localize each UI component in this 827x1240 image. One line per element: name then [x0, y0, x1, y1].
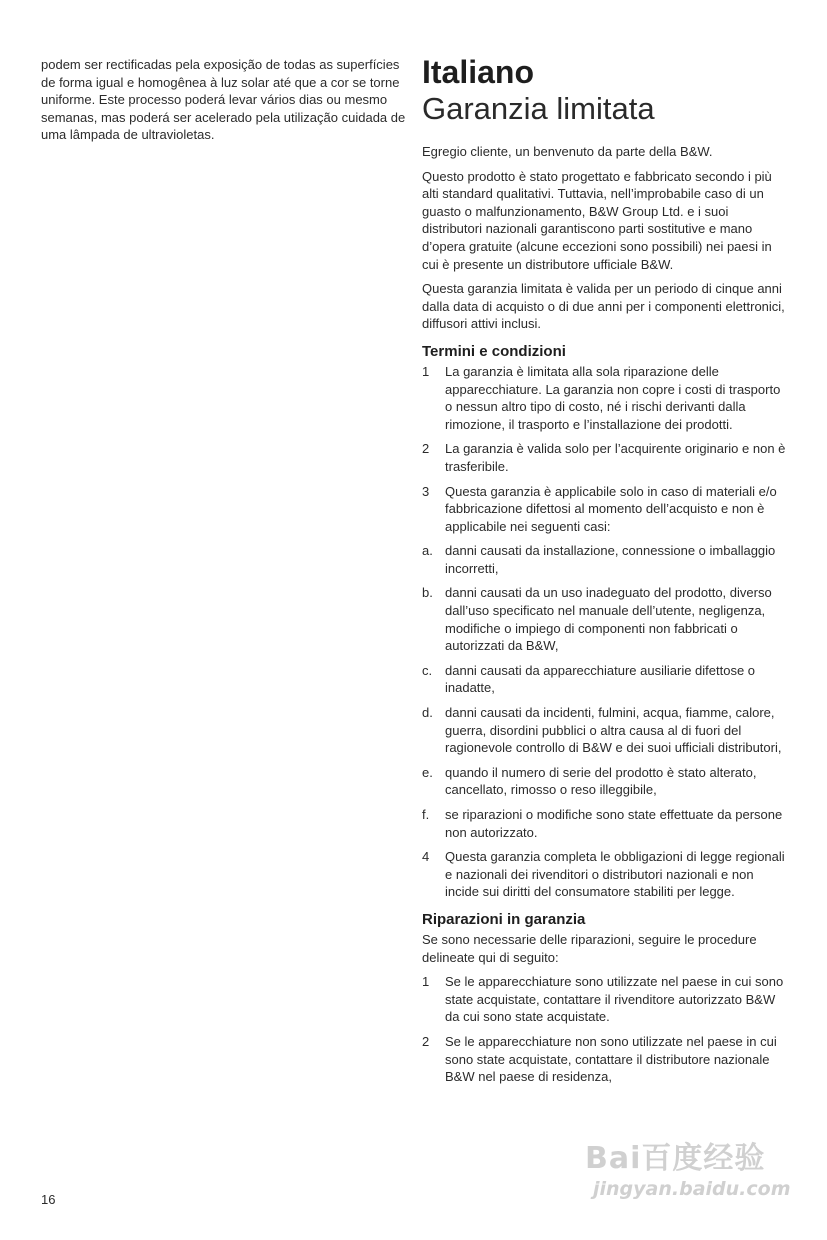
list-item-text: se riparazioni o modifiche sono state effettuate da persone non autorizzato. — [445, 807, 783, 840]
right-column — [422, 54, 790, 1093]
list-item-marker: c. — [422, 662, 433, 678]
watermark-logo — [585, 1142, 795, 1206]
repairs-intro: Se sono necessarie delle riparazioni, seguire le procedure delineate qui di seguito: — [422, 931, 757, 965]
list-item-marker: 2 — [422, 441, 430, 457]
terms-list-item — [422, 440, 790, 475]
list-item-text: danni causati da installazione, connessione o imballaggio incorretti, — [445, 543, 776, 576]
list-item-marker: 1 — [422, 363, 430, 379]
list-item-text: Se le apparecchiature non sono utilizzate nel paese in cui sono state acquistate, contattare il distributore nazionale B&W nel paese di residenza, — [445, 1033, 777, 1085]
terms-list-item — [422, 542, 790, 577]
terms-list-item — [422, 848, 790, 901]
list-item-text: danni causati da un uso inadeguato del prodotto, diverso dall’uso specificato nel manuale dell’utente, negligenza, modifiche o impiego di componenti non fabbricati o autorizzati da B&W, — [445, 585, 772, 654]
list-item-text: Se le apparecchiature sono utilizzate nel paese in cui sono state acquistate, contattare il rivenditore autorizzato B&W da cui sono state acquistate. — [445, 974, 784, 1025]
repairs-list-item — [422, 1033, 790, 1086]
terms-list-item — [422, 806, 790, 841]
list-item-text: danni causati da incidenti, fulmini, acqua, fiamme, calore, guerra, disordini pubblici o altra causa al di fuori del ragionevole controllo di B&W e dei suoi ufficiali distributori, — [445, 705, 782, 756]
intro-paragraph: Questo prodotto è stato progettato e fabbricato secondo i più alti standard qualitativi. Tuttavia, nell’improbabile caso di un guasto o malfunzionamento, B&W Group Ltd. e i suoi distributori nazionali garantiscono parti sostitutive e mano d’opera gratuite (alcune eccezioni sono possibili) nei paesi in cui è presente un distributore ufficiale B&W. — [422, 168, 772, 272]
page-number: 16 — [41, 1192, 56, 1207]
left-column-paragraph: podem ser rectificadas pela exposição de todas as superfícies de forma igual e homogênea à luz solar até que a cor se torne uniforme. Este processo poderá levar vários dias ou mesmo semanas, mas poderá ser acelerado pela utilização cuidada de uma lâmpada de ultravioletas. — [41, 57, 406, 143]
left-column — [41, 56, 406, 151]
terms-list-item — [422, 584, 790, 654]
list-item-text: La garanzia è valida solo per l’acquirente originario e non è trasferibile. — [445, 441, 786, 474]
watermark-logo-text: Bai百度经验 — [585, 1141, 766, 1176]
watermark-url: jingyan.baidu.com — [593, 1178, 791, 1200]
terms-list-item — [422, 662, 790, 697]
list-item-marker: e. — [422, 764, 433, 780]
terms-heading: Termini e condizioni — [422, 342, 566, 360]
terms-list-item — [422, 764, 790, 799]
language-title: Italiano — [422, 54, 535, 90]
list-item-marker: 4 — [422, 849, 430, 865]
list-item-text: danni causati da apparecchiature ausiliarie difettose o inadatte, — [445, 662, 756, 696]
list-item-text: La garanzia è limitata alla sola riparazione delle apparecchiature. La garanzia non copre i costi di trasporto o nessun altro tipo di costo, né i rischi derivanti dalla rimozione, il trasporto e l’installazione dei prodotti. — [445, 363, 781, 432]
list-item-marker: 2 — [422, 1033, 430, 1049]
list-item-marker: f. — [422, 807, 430, 822]
list-item-marker: b. — [422, 585, 433, 601]
intro-paragraph: Questa garanzia limitata è valida per un periodo di cinque anni dalla data di acquisto o di due anni per i componenti elettronici, diffusori attivi inclusi. — [422, 281, 785, 332]
terms-list-item — [422, 363, 790, 433]
list-item-marker: d. — [422, 705, 433, 721]
repairs-list-item — [422, 973, 790, 1026]
list-item-marker: 1 — [422, 974, 430, 990]
list-item-text: quando il numero di serie del prodotto è stato alterato, cancellato, rimosso o reso illeggibile, — [445, 764, 757, 798]
list-item-text: Questa garanzia completa le obbligazioni di legge regionali e nazionali dei rivenditori o distributori nazionali e non incide sui diritti del consumatore stabiliti per legge. — [445, 849, 785, 900]
repairs-heading: Riparazioni in garanzia — [422, 910, 586, 928]
document-title: Garanzia limitata — [422, 91, 655, 126]
list-item-text: Questa garanzia è applicabile solo in caso di materiali e/o fabbricazione difettosi al momento dell’acquisto e non è applicabile nei seguenti casi: — [445, 483, 777, 534]
list-item-marker: 3 — [422, 483, 430, 499]
list-item-marker: a. — [422, 543, 433, 559]
intro-paragraph: Egregio cliente, un benvenuto da parte della B&W. — [422, 144, 713, 159]
terms-list-item — [422, 704, 790, 757]
terms-list-item — [422, 483, 790, 536]
